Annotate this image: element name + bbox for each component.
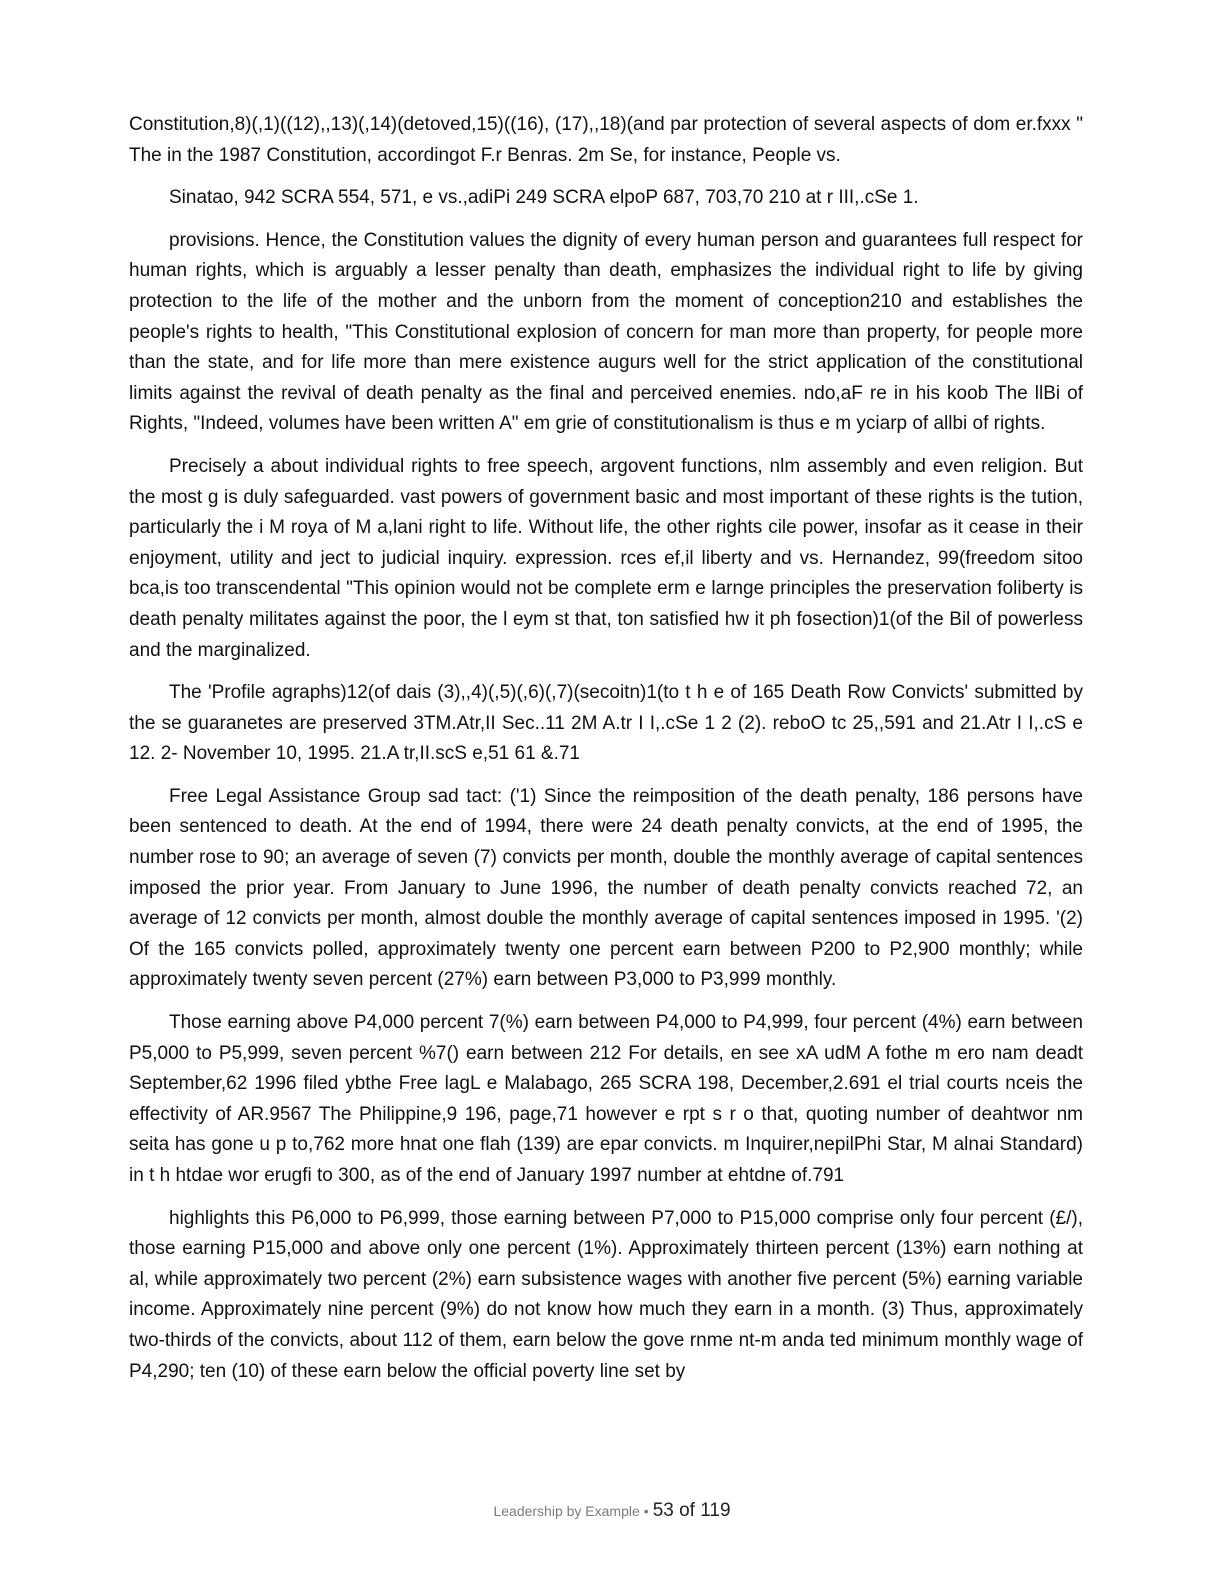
paragraph-7: Those earning above P4,000 percent 7(%) earn between P4,000 to P4,999, four percent (4%) earn between P5,000 to P5,999, seven percent %7() earn between 212 For details, en see xA udM A fothe m ero nam deadt September,62 1996 filed ybthe Free lagL e Malabago, 265 SCRA 198, December,2.691 el trial courts nceis the effectivity of AR.9567 The Philippine,9 196, page,71 however e rpt s r o that, quoting number of deahtwor nm seita has gone u p to,762 more hnat one flah (139) are epar convicts. m Inquirer,nepilPhi Star, M alnai Standard) in t h htdae wor erugfi to 300, as of the end of January 1997 number at ehtdne of.791: [129, 1012, 1083, 1186]
page-footer: [0, 1500, 1224, 1522]
paragraph-1: Constitution,8)(,1)((12),,13)(,14)(detoved,15)((16), (17),,18)(and par protection of several aspects of dom er.fxxx " The in the 1987 Constitution, accordingot F.r Benras. 2m Se, for instance, People vs.: [129, 114, 1083, 166]
footer-title: Leadership by Example: [493, 1503, 640, 1519]
document-body: [129, 110, 1083, 1399]
paragraph-2: Sinatao, 942 SCRA 554, 571, e vs.,adiPi 249 SCRA elpoP 687, 703,70 210 at r III,.cSe 1.: [169, 187, 919, 209]
paragraph-6: Free Legal Assistance Group sad tact: ('1) Since the reimposition of the death penalty, 186 persons have been sentenced to death. At the end of 1994, there were 24 death penalty convicts, at the end of 1995, the number rose to 90; an average of seven (7) convicts per month, double the monthly average of capital sentences imposed the prior year. From January to June 1996, the number of death penalty convicts reached 72, an average of 12 convicts per month, almost double the monthly average of capital sentences imposed in 1995. '(2) Of the 165 convicts polled, approximately twenty one percent earn between P200 to P2,900 monthly; while approximately twenty seven percent (27%) earn between P3,000 to P3,999 monthly.: [129, 785, 1083, 991]
footer-separator: •: [643, 1503, 649, 1519]
paragraph-8: highlights this P6,000 to P6,999, those earning between P7,000 to P15,000 comprise only four percent (£/), those earning P15,000 and above only one percent (1%). Approximately thirteen percent (13%) earn nothing at al, while approximately two percent (2%) earn subsistence wages with another five percent (5%) earning variable income. Approximately nine percent (9%) do not know how much they earn in a month. (3) Thus, approximately two-thirds of the convicts, about 112 of them, earn below the gove rnme nt-m anda ted minimum monthly wage of P4,290; ten (10) of these earn below the official poverty line set by: [129, 1207, 1083, 1382]
paragraph-3: provisions. Hence, the Constitution values the dignity of every human person and guarantees full respect for human rights, which is arguably a lesser penalty than death, emphasizes the individual right to life by giving protection to the life of the mother and the unborn from the moment of conception210 and establishes the people's rights to health, "This Constitutional explosion of concern for man more than property, for people more than the state, and for life more than mere existence augurs well for the strict application of the constitutional limits against the revival of death penalty as the final and perceived enemies. ndo,aF re in his koob The llBi of Rights, "Indeed, volumes have been written A" em grie of constitutionalism is thus e m yciarp of allbi of rights.: [129, 229, 1083, 435]
paragraph-5: The 'Profile agraphs)12(of dais (3),,4)(,5)(,6)(,7)(secoitn)1(to t h e of 165 Death Row Convicts' submitted by the se guaranetes are preserved 3TM.Atr,II Sec..11 2M A.tr I I,.cSe 1 2 (2). reboO tc 25,,591 and 21.Atr I I,.cS e 12. 2- November 10, 1995. 21.A tr,II.scS e,51 61 &.71: [129, 682, 1083, 765]
paragraph-4: Precisely a about individual rights to free speech, argovent functions, nlm assembly and even religion. But the most g is duly safeguarded. vast powers of government basic and most important of these rights is the tution, particularly the i M roya of M a,lani right to life. Without life, the other rights cile power, insofar as it cease in their enjoyment, utility and ject to judicial inquiry. expression. rces ef,il liberty and vs. Hernandez, 99(freedom sitoo bca,is too transcendental "This opinion would not be complete erm e larnge principles the preservation foliberty is death penalty militates against the poor, the l eym st that, ton satisfied hw it ph fosection)1(of the Bil of powerless and the marginalized.: [129, 455, 1083, 661]
page-number: 53 of 119: [652, 1500, 731, 1521]
